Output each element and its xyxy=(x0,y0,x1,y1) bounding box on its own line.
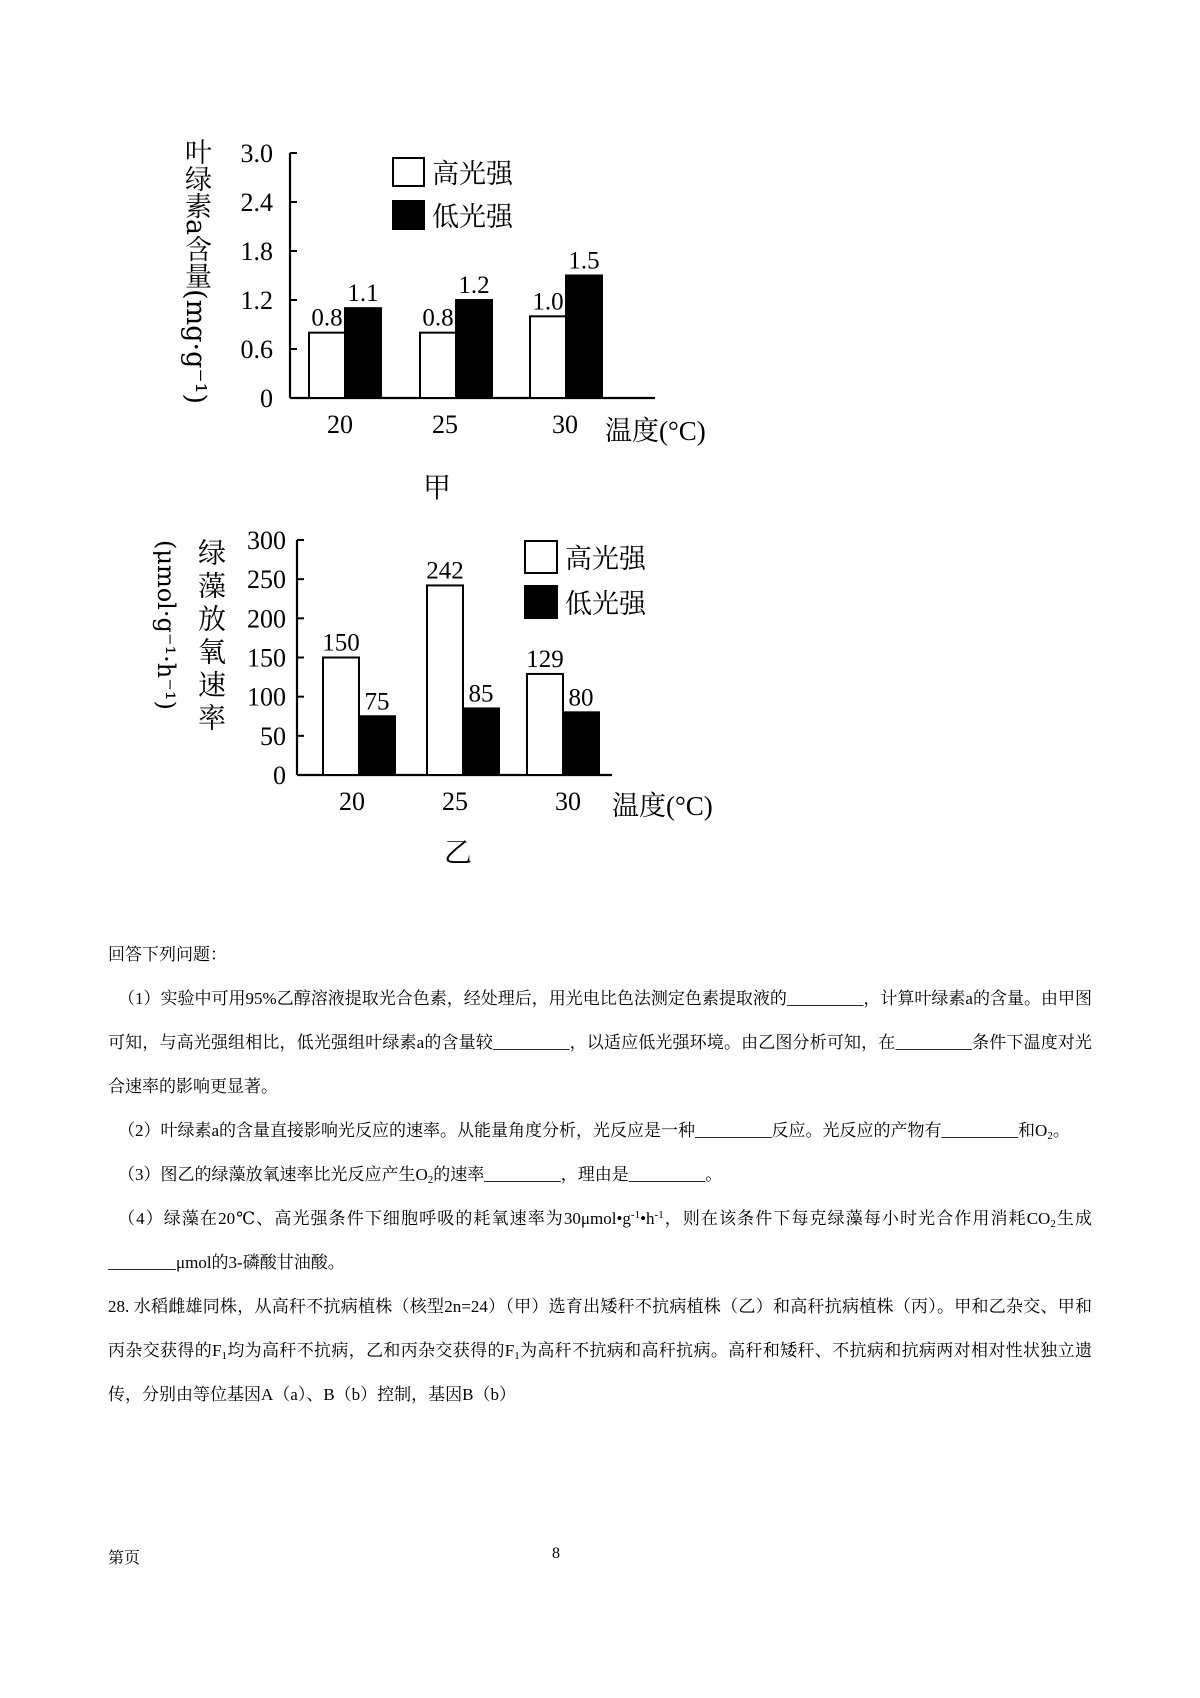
text-run: 均为高秆不抗病，乙和丙杂交获得的F xyxy=(227,1341,515,1360)
y-tick-label: 0 xyxy=(260,384,273,413)
legend-swatch xyxy=(525,586,557,618)
chart-1 xyxy=(247,526,713,869)
bar-series-1-cat-1 xyxy=(463,708,499,775)
question-paragraph xyxy=(108,1197,1092,1285)
x-category-label: 30 xyxy=(552,410,578,439)
bar-series-0-cat-1 xyxy=(427,585,463,775)
bar-value-label: 75 xyxy=(364,688,390,716)
subscript: 2 xyxy=(1047,1130,1053,1142)
y-tick-label: 3.0 xyxy=(240,139,273,168)
text-run: （1）实验中可用95%乙醇溶液提取光合色素，经处理后，用光电比色法测定色素提取液的_________，计算叶绿素a的含量。由甲图可知，与高光强组相比，低光强组叶绿素a的含量较_________，以适应低光强环境。由乙图分析可知，在_________条件下温度对光合速率的影响更显著。 xyxy=(108,989,1092,1096)
subscript: 2 xyxy=(1050,1218,1056,1230)
bar-series-1-cat-0 xyxy=(359,716,395,775)
chart-title: 甲 xyxy=(422,473,452,504)
y-tick-label: 300 xyxy=(247,526,286,555)
bar-value-label: 0.8 xyxy=(422,304,454,332)
bar-value-label: 1.5 xyxy=(568,247,600,275)
x-axis-label: 温度(°C) xyxy=(612,791,713,821)
bar-series-0-cat-2 xyxy=(530,316,566,398)
legend-label: 低光强 xyxy=(565,589,646,619)
y-tick-label: 50 xyxy=(260,721,286,751)
legend-label: 高光强 xyxy=(432,159,513,189)
subscript: 1 xyxy=(514,1350,520,1362)
text-run: 的速率_________，理由是_________。 xyxy=(433,1165,723,1184)
x-category-label: 25 xyxy=(432,410,458,439)
legend-swatch xyxy=(393,201,424,229)
bar-value-label: 1.0 xyxy=(532,288,564,316)
bar-value-label: 129 xyxy=(526,645,564,673)
text-run: ，则在该条件下每克绿藻每小时光合作用消耗CO xyxy=(663,1209,1051,1228)
footer-label: 第页 xyxy=(108,1550,141,1567)
subscript: 2 xyxy=(427,1174,434,1186)
bar-value-label: 1.2 xyxy=(458,272,490,299)
x-category-label: 20 xyxy=(339,787,365,816)
page-number: 8 xyxy=(552,1545,560,1562)
question-paragraph xyxy=(108,1109,1092,1153)
y-tick-label: 2.4 xyxy=(240,188,273,217)
bar-series-1-cat-2 xyxy=(566,276,602,399)
subscript: 1 xyxy=(221,1350,227,1362)
y-tick-label: 200 xyxy=(247,604,286,634)
chart-yi-y-axis-unit: (μmol·g⁻¹·h⁻¹) xyxy=(152,540,180,710)
chart-jia-y-axis-label: 叶绿素a含量(mg·g⁻¹) xyxy=(180,138,211,404)
text-run: •h xyxy=(640,1209,655,1228)
text-run: 回答下列问题： xyxy=(108,945,227,964)
chart-yi-y-axis-label: 绿藻放氧速率 xyxy=(194,538,227,736)
superscript: -1 xyxy=(630,1209,641,1221)
y-tick-label: 250 xyxy=(247,565,286,595)
y-tick-label: 150 xyxy=(247,643,286,673)
x-category-label: 20 xyxy=(327,410,353,439)
text-run: 为高秆不抗病和高秆抗病。高秆和矮秆、不抗病和抗病两对相对性状独立遗传，分别由等位基因A（a）、B（b）控制，基因B（b） xyxy=(108,1341,1092,1404)
superscript: -1 xyxy=(654,1209,664,1221)
bar-value-label: 242 xyxy=(426,557,464,585)
bar-value-label: 80 xyxy=(568,684,594,712)
bar-series-1-cat-0 xyxy=(345,308,381,398)
bar-series-0-cat-1 xyxy=(420,333,456,398)
bar-value-label: 150 xyxy=(322,629,360,657)
question-text xyxy=(108,933,1092,1417)
y-tick-label: 1.2 xyxy=(240,286,273,315)
x-category-label: 30 xyxy=(555,787,581,816)
bar-series-0-cat-2 xyxy=(527,674,563,775)
question-paragraph xyxy=(108,1153,1092,1197)
y-tick-label: 1.8 xyxy=(240,237,273,266)
text-run: 。 xyxy=(1052,1121,1070,1140)
x-axis-label: 温度(°C) xyxy=(605,416,706,446)
legend-swatch xyxy=(525,541,557,573)
y-tick-label: 100 xyxy=(247,682,286,712)
chart-title: 乙 xyxy=(443,838,473,869)
legend-swatch xyxy=(393,158,424,186)
bar-series-1-cat-1 xyxy=(456,300,492,398)
bar-series-0-cat-0 xyxy=(309,333,345,398)
text-run: 28. 水稻雌雄同株，从高秆不抗病植株（核型2n=24）（甲）选育出矮秆不抗病植株（乙）和高秆抗病植株（丙）。甲和乙杂交、甲和丙杂交获得的F xyxy=(108,1297,1092,1360)
bar-value-label: 85 xyxy=(468,680,494,708)
text-run: （4）绿藻在20℃、高光强条件下细胞呼吸的耗氧速率为30μmol•g xyxy=(118,1209,631,1228)
question-paragraph xyxy=(108,933,1092,977)
question-paragraph xyxy=(108,977,1092,1109)
bar-value-label: 1.1 xyxy=(347,280,379,308)
y-tick-label: 0 xyxy=(273,761,286,790)
bar-series-0-cat-0 xyxy=(323,658,359,776)
text-run: 生成________μmol的3-磷酸甘油酸。 xyxy=(108,1209,1093,1272)
legend-label: 高光强 xyxy=(565,544,646,574)
x-category-label: 25 xyxy=(442,787,468,816)
text-run: （2）叶绿素a的含量直接影响光反应的速率。从能量角度分析，光反应是一种_________反应。光反应的产物有_________和O xyxy=(118,1121,1048,1140)
bar-value-label: 0.8 xyxy=(311,304,343,332)
text-run: （3）图乙的绿藻放氧速率比光反应产生O xyxy=(118,1165,428,1184)
bar-series-1-cat-2 xyxy=(563,712,599,775)
question-paragraph xyxy=(108,1285,1092,1417)
y-tick-label: 0.6 xyxy=(240,335,273,364)
chart-0 xyxy=(241,139,706,504)
legend-label: 低光强 xyxy=(432,202,513,232)
